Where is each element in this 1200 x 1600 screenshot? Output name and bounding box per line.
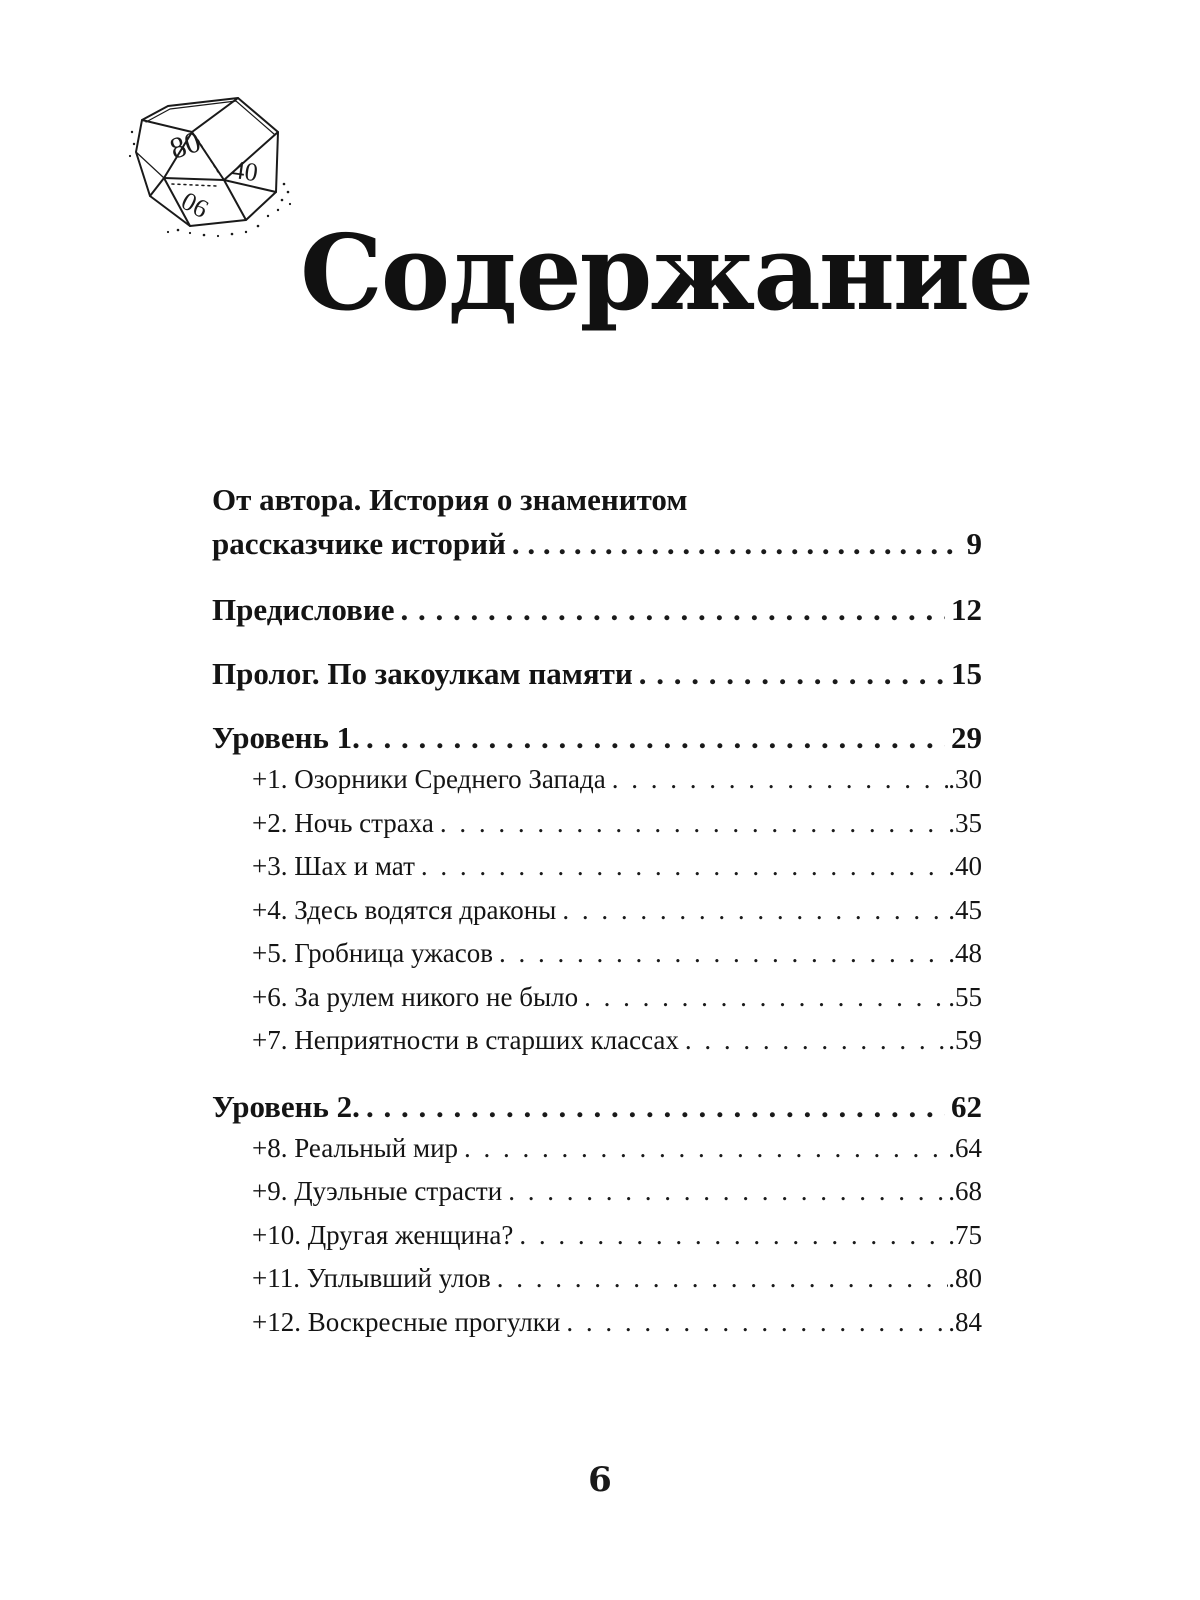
toc-entry-level-1[interactable]: [212, 718, 982, 758]
dice-number-40: 40: [229, 154, 260, 188]
table-of-contents: [212, 478, 982, 1344]
toc-chapter-4[interactable]: [212, 889, 982, 933]
toc-page-number: .75: [948, 1219, 982, 1250]
toc-chapter-label: +4. Здесь водятся драконы: [252, 894, 557, 925]
dot-leader: [562, 889, 948, 933]
toc-chapter-6[interactable]: [212, 976, 982, 1020]
dot-leader: [639, 654, 945, 694]
dot-leader: [421, 845, 948, 889]
toc-entry-prologue[interactable]: [212, 654, 982, 694]
dot-leader: [366, 1087, 945, 1127]
dot-leader: [464, 1127, 948, 1171]
toc-chapter-label: +2. Ночь страха: [252, 807, 434, 838]
toc-page-number: 9: [966, 526, 982, 561]
toc-page-number: .40: [948, 851, 982, 881]
toc-chapter-label: +5. Гробница ужасов: [252, 938, 493, 968]
toc-page-number: .80: [948, 1263, 982, 1293]
dot-leader: [584, 976, 948, 1020]
toc-entry-preface[interactable]: [212, 590, 982, 630]
toc-page-number: .59: [948, 1025, 982, 1055]
toc-chapter-3[interactable]: [212, 845, 982, 889]
toc-entry-label: Предисловие: [212, 592, 395, 627]
page-number: 6: [588, 1460, 612, 1500]
toc-chapter-1[interactable]: [212, 758, 982, 802]
toc-chapter-label: +3. Шах и мат: [252, 851, 415, 881]
toc-chapter-label: +9. Дуэльные страсти: [252, 1176, 503, 1206]
toc-chapter-12[interactable]: [212, 1301, 982, 1345]
dot-leader: [512, 522, 961, 566]
toc-entry-intro-line2: рассказчике историй: [212, 526, 506, 561]
toc-chapter-label: +1. Озорники Среднего Запада: [252, 764, 606, 794]
dice-number-80: 80: [165, 125, 205, 166]
toc-chapter-11[interactable]: [212, 1257, 982, 1301]
toc-page-number: 62: [951, 1088, 982, 1124]
toc-entry-label: Уровень 1.: [212, 720, 360, 755]
toc-page-number: 29: [951, 720, 982, 755]
toc-chapter-8[interactable]: [212, 1127, 982, 1171]
toc-page-number: 12: [951, 592, 982, 627]
polyhedral-dice-icon: [128, 92, 300, 242]
toc-chapter-5[interactable]: [212, 932, 982, 976]
toc-chapter-9[interactable]: [212, 1170, 982, 1214]
dot-leader: [519, 1214, 948, 1258]
page-title: Содержание: [300, 211, 1033, 334]
toc-chapter-label: +7. Неприятности в старших классах: [252, 1025, 679, 1055]
toc-page-number: .68: [948, 1176, 982, 1206]
toc-entry-label: Пролог. По закоулкам памяти: [212, 656, 633, 691]
dot-leader: [566, 1301, 948, 1345]
toc-entry-level-2[interactable]: [212, 1087, 982, 1127]
toc-entry-label: Уровень 2.: [212, 1088, 360, 1124]
toc-page-number: .55: [948, 981, 982, 1012]
toc-chapter-label: +12. Воскресные прогулки: [252, 1306, 561, 1337]
toc-page-number: .30: [948, 764, 982, 794]
toc-page-number: .45: [948, 894, 982, 925]
toc-page-number: .84: [948, 1306, 982, 1337]
toc-page-number: .48: [948, 938, 982, 968]
dot-leader: [366, 718, 945, 758]
dot-leader: [440, 802, 948, 846]
toc-chapter-10[interactable]: [212, 1214, 982, 1258]
toc-entry-intro-line1: От автора. История о знаменитом: [212, 482, 688, 517]
toc-chapter-label: +6. За рулем никого не было: [252, 981, 579, 1012]
dot-leader: [612, 758, 949, 802]
dice-number-06: 06: [176, 186, 214, 224]
dot-leader: [508, 1170, 948, 1214]
toc-chapter-2[interactable]: [212, 802, 982, 846]
toc-chapter-label: +8. Реальный мир: [252, 1132, 459, 1163]
toc-page-number: .35: [948, 807, 982, 838]
dot-leader: [499, 932, 948, 976]
dot-leader: [497, 1257, 948, 1301]
dot-leader: [685, 1019, 948, 1063]
dot-leader: [401, 590, 946, 630]
toc-page-number: .64: [948, 1132, 982, 1163]
toc-entry-intro[interactable]: [212, 478, 982, 566]
toc-page-number: 15: [951, 656, 982, 691]
toc-chapter-7[interactable]: [212, 1019, 982, 1063]
toc-chapter-label: +11. Уплывший улов: [252, 1263, 491, 1293]
toc-chapter-label: +10. Другая женщина?: [252, 1219, 514, 1250]
